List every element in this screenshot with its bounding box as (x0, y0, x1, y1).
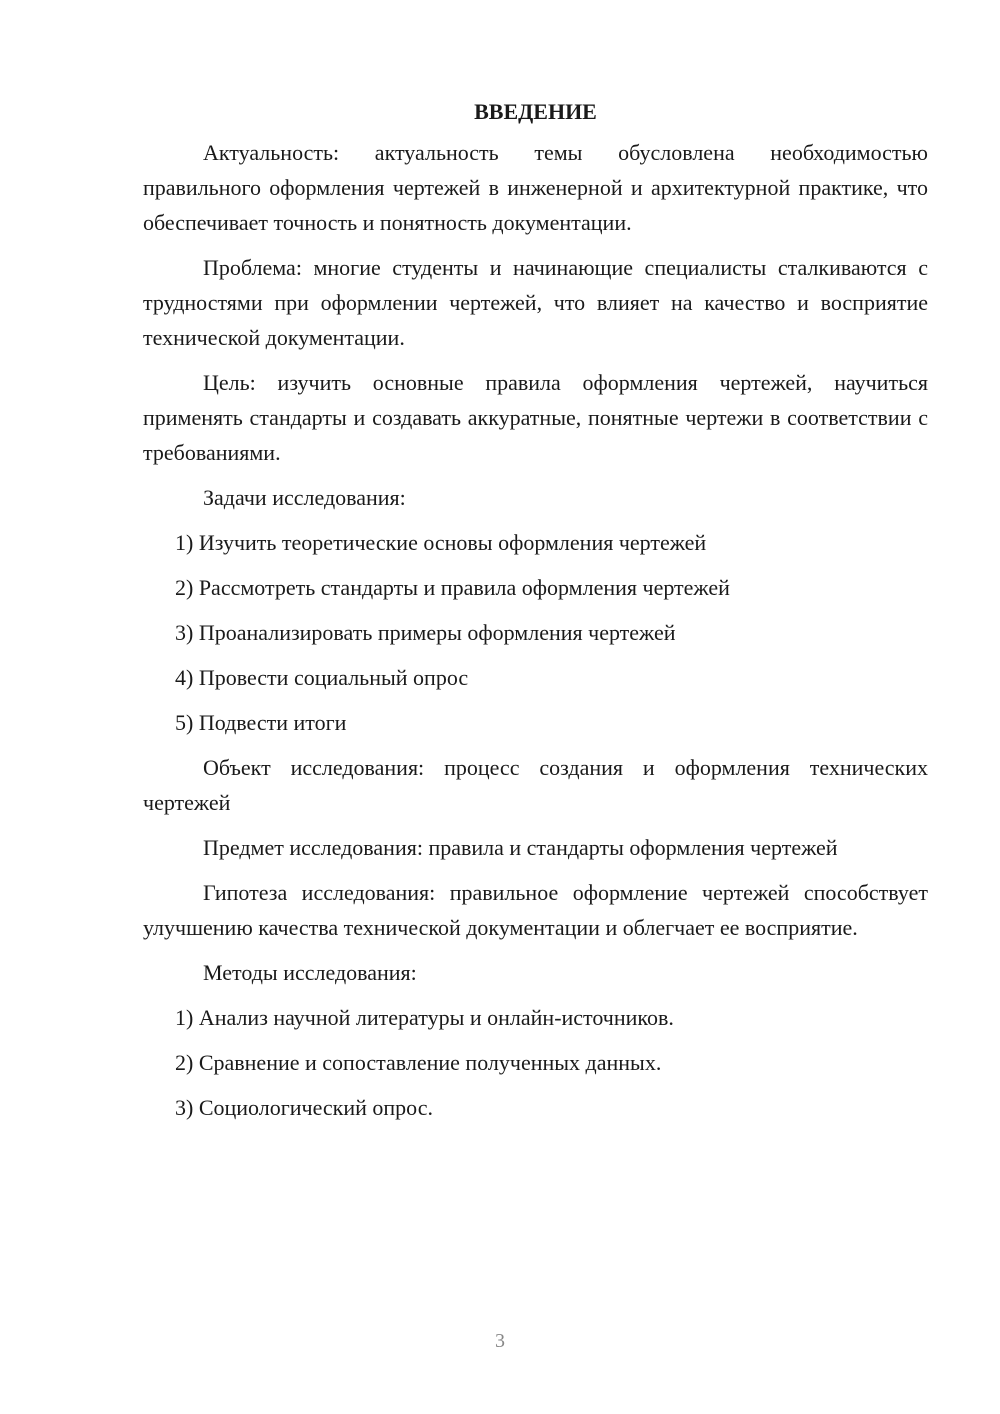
methods-heading: Методы исследования: (203, 960, 417, 985)
list-item: 3) Социологический опрос. (175, 1095, 433, 1120)
tasks-list (143, 525, 928, 740)
paragraph-hypothesis: Гипотеза исследования: правильное оформление чертежей способствует улучшению качества технической документации и облегчает ее восприятие. (143, 880, 928, 940)
paragraph-subject: Предмет исследования: правила и стандарты оформления чертежей (203, 835, 838, 860)
paragraph-problem: Проблема: многие студенты и начинающие специалисты сталкиваются с трудностями при оформлении чертежей, что влияет на качество и восприятие технической документации. (143, 255, 928, 350)
list-item: 3) Проанализировать примеры оформления чертежей (175, 620, 676, 645)
list-item: 1) Анализ научной литературы и онлайн-источников. (175, 1005, 674, 1030)
list-item: 4) Провести социальный опрос (175, 665, 469, 690)
section-title: ВВЕДЕНИЕ (474, 99, 597, 124)
list-item: 2) Рассмотреть стандарты и правила оформления чертежей (175, 575, 730, 600)
document-body (143, 94, 928, 1135)
paragraph-relevance: Актуальность: актуальность темы обусловлена необходимостью правильного оформления чертежей в инженерной и архитектурной практике, что обеспечивает точность и понятность документации. (143, 140, 928, 235)
page-number: 3 (495, 1330, 505, 1352)
list-item: 2) Сравнение и сопоставление полученных данных. (175, 1050, 662, 1075)
tasks-heading: Задачи исследования: (203, 485, 406, 510)
list-item: 5) Подвести итоги (175, 710, 347, 735)
list-item: 1) Изучить теоретические основы оформления чертежей (175, 530, 707, 555)
paragraph-goal: Цель: изучить основные правила оформления чертежей, научиться применять стандарты и создавать аккуратные, понятные чертежи в соответствии с требованиями. (143, 370, 928, 465)
methods-list (143, 1000, 928, 1125)
paragraph-object: Объект исследования: процесс создания и оформления технических чертежей (143, 755, 928, 815)
